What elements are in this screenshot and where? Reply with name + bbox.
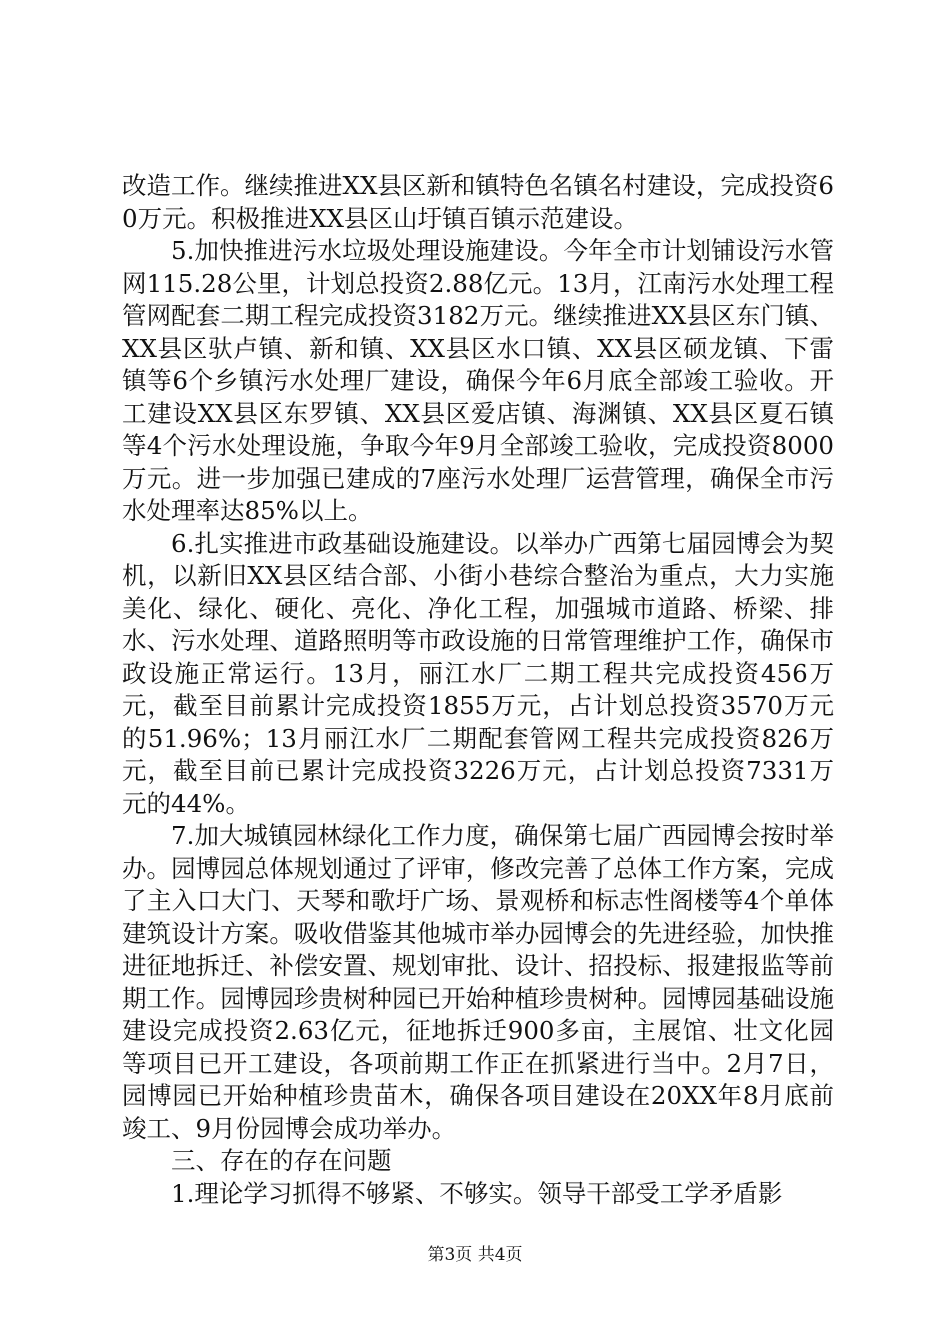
paragraph-issue-1: 1.理论学习抓得不够紧、不够实。领导干部受工学矛盾影 [171, 1178, 783, 1208]
paragraph-continuation: 改造工作。继续推进XX县区新和镇特色名镇名村建设，完成投资60万元。积极推进XX县区山圩镇百镇示范建设。 [122, 171, 834, 233]
section-heading: 三、存在的存在问题 [171, 1146, 392, 1175]
page-footer: 第3页 共4页 [427, 1245, 523, 1265]
paragraph-item-7: 7.加大城镇园林绿化工作力度，确保第七届广西园博会按时举办。园博园总体规划通过了评审，修改完善了总体工作方案，完成了主入口大门、天琴和歌圩广场、景观桥和标志性阁楼等4个单体建筑设计方案。吸收借鉴其他城市举办园博会的先进经验，加快推进征地拆迁、补偿安置、规划审批、设计、招投标、报建报监等前期工作。园博园珍贵树种园已开始种植珍贵树种。园博园基础设施建设完成投资2.63亿元，征地拆迁900多亩，主展馆、壮文化园等项目已开工建设，各项前期工作正在抓紧进行当中。2月7日，园博园已开始种植珍贵苗木，确保各项目建设在20XX年8月底前竣工、9月份园博会成功举办。 [122, 821, 834, 1143]
paragraph-item-5: 5.加快推进污水垃圾处理设施建设。今年全市计划铺设污水管网115.28公里，计划总投资2.88亿元。13月，江南污水处理工程管网配套二期工程完成投资3182万元。继续推进XX县区东门镇、XX县区驮卢镇、新和镇、XX县区水口镇、XX县区硕龙镇、下雷镇等6个乡镇污水处理厂建设，确保今年6月底全部竣工验收。开工建设XX县区东罗镇、XX县区爱店镇、海渊镇、XX县区夏石镇等4个污水处理设施，争取今年9月全部竣工验收，完成投资8000万元。进一步加强已建成的7座污水处理厂运营管理，确保全市污水处理率达85%以上。 [122, 236, 834, 525]
document-body [122, 170, 834, 1210]
paragraph-item-6: 6.扎实推进市政基础设施建设。以举办广西第七届园博会为契机，以新旧XX县区结合部、小街小巷综合整治为重点，大力实施美化、绿化、硬化、亮化、净化工程，加强城市道路、桥梁、排水、污水处理、道路照明等市政设施的日常管理维护工作，确保市政设施正常运行。13月，丽江水厂二期工程共完成投资456万元，截至目前累计完成投资1855万元，占计划总投资3570万元的51.96%；13月丽江水厂二期配套管网工程共完成投资826万元，截至目前已累计完成投资3226万元，占计划总投资7331万元的44%。 [122, 528, 834, 818]
